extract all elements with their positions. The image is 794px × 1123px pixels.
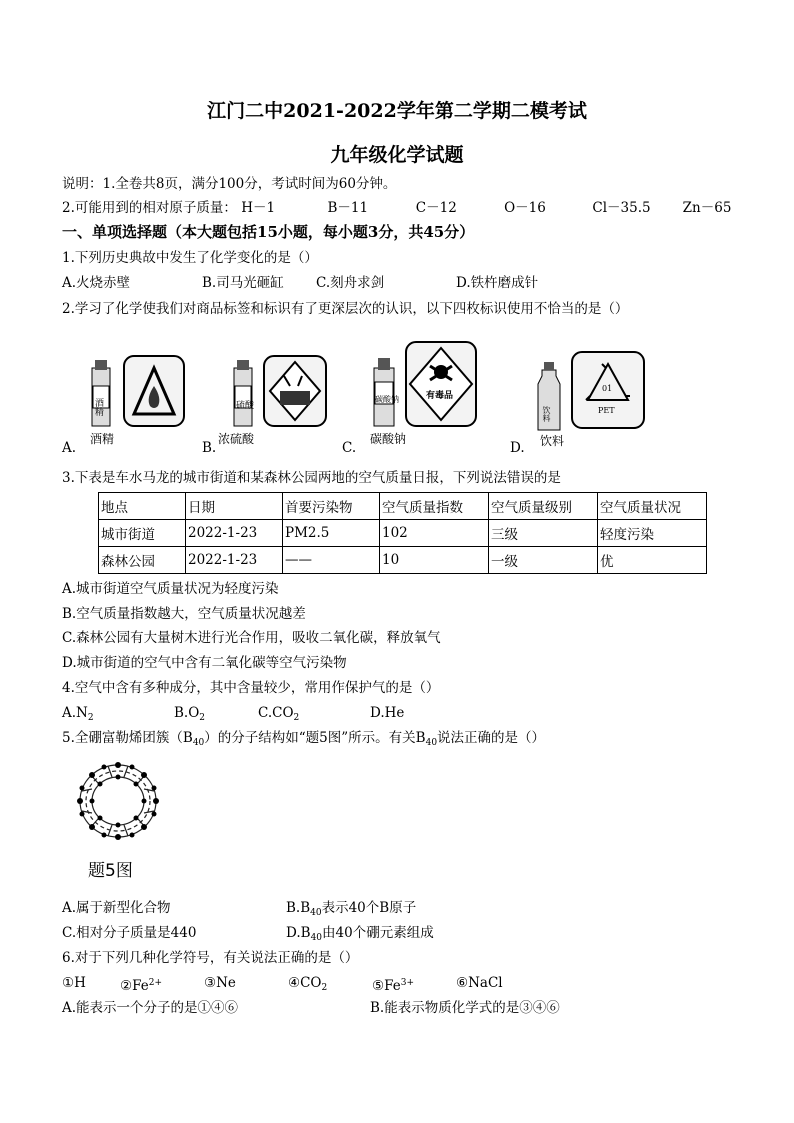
mass-zn: Zn－65 — [682, 200, 732, 216]
q3-option-c: C.森林公园有大量树木进行光合作用，吸收二氧化碳，释放氧气 — [62, 630, 441, 646]
q5-option-d-post: 由40个硼元素组成 — [322, 925, 434, 941]
q4-option-b — [174, 703, 205, 728]
q6-symbol-6 — [456, 973, 503, 993]
table-cell: 102 — [380, 520, 489, 547]
table-cell: 森林公园 — [99, 547, 186, 574]
q1-stem: 1.下列历史典故中发生了化学变化的是（） — [62, 250, 318, 266]
q4-option-a — [62, 703, 94, 728]
q6-option-b: B.能表示物质化学式的是③④⑥ — [370, 1000, 560, 1016]
q2-figure-a — [62, 346, 192, 456]
q4-option-d: D.He — [370, 705, 405, 721]
q3-option-d: D.城市街道的空气中含有二氧化碳等空气污染物 — [62, 655, 347, 671]
mass-b: B－11 — [327, 200, 369, 216]
q6-symbol-5-text: ⑤Fe — [372, 978, 401, 994]
note-line-2-prefix: 2.可能用到的相对原子质量： — [62, 200, 237, 216]
exam-title: 江门二中2021-2022学年第二学期二模考试 — [207, 100, 587, 122]
q1-option-a: A.火烧赤壁 — [62, 275, 131, 291]
mass-o: O－16 — [504, 200, 546, 216]
q4-option-a-text: A.N — [62, 705, 88, 721]
recycle-material: PET — [598, 406, 615, 415]
air-quality-table — [98, 492, 707, 574]
table-header-cell: 空气质量状况 — [598, 493, 707, 520]
q2-figure-b — [202, 346, 332, 456]
q6-symbol-4 — [288, 973, 327, 998]
q4-option-c — [258, 703, 299, 728]
q6-symbol-3-text: ③Ne — [204, 975, 236, 991]
q6-symbol-3 — [204, 973, 236, 993]
q2-bottle-label-b: 硫酸 — [236, 401, 255, 411]
q4-option-a-sub: 2 — [87, 713, 94, 723]
q2-stem: 2.学习了化学使我们对商品标签和标识有了更深层次的认识，以下四枚标识使用不恰当的是（） — [62, 301, 629, 317]
q5-option-b-sub: 40 — [310, 908, 322, 918]
q1-option-d: D.铁杵磨成针 — [456, 275, 539, 291]
q2-caption-a: 酒精 — [90, 432, 115, 446]
q2-letter-c: C. — [342, 440, 357, 456]
q1-option-b: B.司马光砸缸 — [202, 275, 284, 291]
q2-bottle-label-c: 碳酸钠 — [375, 395, 399, 404]
q6-stem: 6.对于下列几种化学符号，有关说法正确的是（） — [62, 950, 359, 966]
q6-symbol-2-text: ②Fe — [120, 978, 149, 994]
q6-symbol-5-charge: 3+ — [400, 978, 415, 988]
q3-option-a: A.城市街道空气质量状况为轻度污染 — [62, 581, 279, 597]
q5-option-b — [286, 898, 416, 923]
q6-symbol-1-text: ①H — [62, 975, 86, 991]
q2-bottle-label-d: 饮料 — [542, 406, 551, 422]
q5-stem-sub-2: 40 — [425, 738, 438, 748]
table-cell: 一级 — [489, 547, 598, 574]
table-header-row — [99, 493, 707, 520]
boron-fullerene-figure — [68, 756, 178, 856]
note-line-1: 说明：1.全卷共8页，满分100分，考试时间为60分钟。 — [62, 176, 397, 192]
q2-bottle-label-a: 酒精 — [93, 398, 103, 416]
q2-letter-a: A. — [62, 440, 77, 456]
q5-figure-caption: 题5图 — [88, 861, 133, 881]
q6-symbol-2 — [120, 973, 162, 996]
q2-letter-b: B. — [202, 440, 217, 456]
table-cell: —— — [283, 547, 380, 574]
q4-option-b-text: B.O — [174, 705, 200, 721]
table-cell: 城市街道 — [99, 520, 186, 547]
q2-letter-d: D. — [510, 440, 525, 456]
q5-stem-part-c: 说法正确的是（） — [437, 730, 546, 746]
q5-option-d-sub: 40 — [310, 933, 323, 943]
q6-symbol-4-text: ④CO — [288, 975, 322, 991]
q4-option-b-sub: 2 — [199, 713, 206, 723]
q5-stem-sub-1: 40 — [192, 738, 205, 748]
note-line-2 — [62, 198, 731, 218]
q5-option-d-pre: D.B — [286, 925, 311, 941]
table-header-cell: 空气质量指数 — [380, 493, 489, 520]
recycle-number: 01 — [602, 384, 613, 393]
recycle-sign-figure — [510, 346, 650, 456]
q6-symbol-5 — [372, 973, 414, 996]
q1-option-c: C.刻舟求剑 — [316, 275, 385, 291]
table-cell: 优 — [598, 547, 707, 574]
table-cell: 10 — [380, 547, 489, 574]
mass-h: H－1 — [241, 200, 276, 216]
q5-stem-part-b: ）的分子结构如“题5图”所示。有关B — [204, 730, 426, 746]
table-cell: 轻度污染 — [598, 520, 707, 547]
toxic-sign-figure — [342, 338, 482, 456]
q2-caption-c: 碳酸钠 — [370, 432, 407, 446]
q4-stem: 4.空气中含有多种成分，其中含量较少，常用作保护气的是（） — [62, 680, 440, 696]
mass-c: C－12 — [415, 200, 457, 216]
q4-option-c-text: C.CO — [258, 705, 294, 721]
table-header-cell: 日期 — [186, 493, 283, 520]
table-row — [99, 520, 707, 547]
mass-cl: Cl－35.5 — [592, 200, 651, 216]
table-header-cell: 首要污染物 — [283, 493, 380, 520]
table-header-cell: 地点 — [99, 493, 186, 520]
q5-option-d — [286, 923, 434, 948]
q2-figure-c — [342, 338, 482, 456]
q5-option-b-pre: B.B — [286, 900, 311, 916]
q2-figure-d — [510, 346, 650, 456]
q5-option-a: A.属于新型化合物 — [62, 900, 171, 916]
q5-stem — [62, 728, 545, 753]
table-cell: PM2.5 — [283, 520, 380, 547]
section-1-heading: 一、单项选择题（本大题包括15小题，每小题3分，共45分） — [62, 223, 475, 241]
flammable-sign-figure — [62, 346, 192, 456]
table-cell: 三级 — [489, 520, 598, 547]
table-cell: 2022-1-23 — [186, 520, 283, 547]
q6-option-a: A.能表示一个分子的是①④⑥ — [62, 1000, 239, 1016]
q6-symbol-6-text: ⑥NaCl — [456, 975, 503, 991]
q3-stem: 3.下表是车水马龙的城市街道和某森林公园两地的空气质量日报，下列说法错误的是 — [62, 470, 561, 486]
q6-symbol-4-sub: 2 — [321, 983, 328, 993]
table-row — [99, 547, 707, 574]
q5-option-c: C.相对分子质量是440 — [62, 925, 197, 941]
q4-option-c-sub: 2 — [293, 713, 300, 723]
q2-caption-d: 饮料 — [540, 434, 565, 448]
q6-symbol-1 — [62, 973, 86, 993]
table-header-cell: 空气质量级别 — [489, 493, 598, 520]
table-cell: 2022-1-23 — [186, 547, 283, 574]
q5-stem-part-a: 5.全硼富勒烯团簇（B — [62, 730, 193, 746]
q6-symbol-2-charge: 2+ — [148, 978, 163, 988]
toxic-sign-text: 有毒品 — [426, 391, 454, 401]
q3-option-b: B.空气质量指数越大，空气质量状况越差 — [62, 606, 306, 622]
q2-caption-b: 浓硫酸 — [218, 432, 255, 446]
exam-subtitle: 九年级化学试题 — [330, 144, 464, 166]
q5-option-b-post: 表示40个B原子 — [321, 900, 417, 916]
